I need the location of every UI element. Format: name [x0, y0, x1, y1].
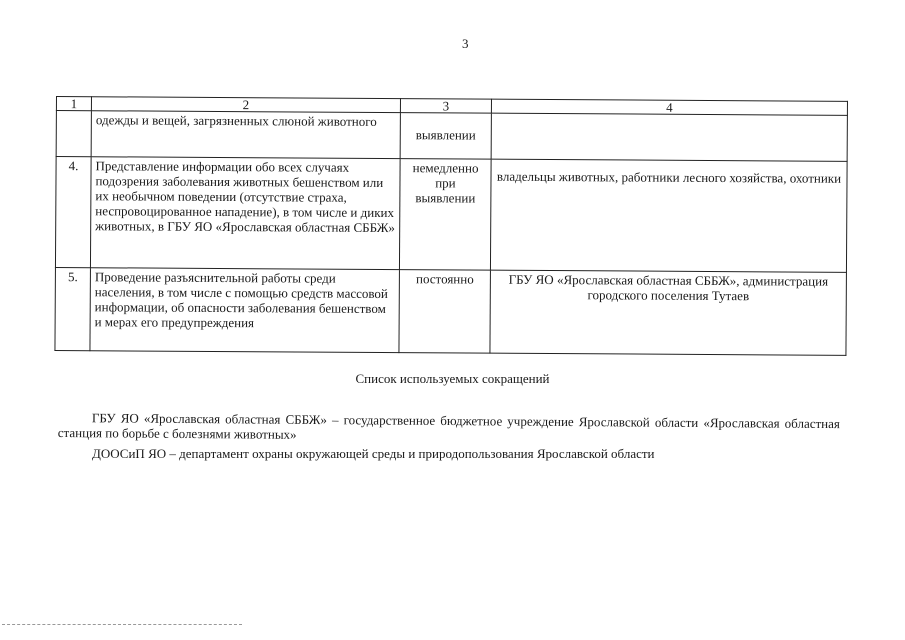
measures-table — [54, 96, 848, 356]
row-action: Представление информации обо всех случаях подозрения заболевания животных бешенством или их необычном поведении (отсутствие страха, неспровоцированное нападение), в том числе и диких животных, в ГБУ ЯО «Ярославская областная СББЖ» — [90, 157, 400, 270]
page-number: 3 — [462, 36, 469, 51]
row-number — [56, 111, 91, 157]
row-responsible: ГБУ ЯО «Ярославская областная СББЖ», администрация городского поселения Тутаев — [490, 270, 847, 355]
scan-artifact-line — [2, 622, 242, 625]
abbreviation-item: ГБУ ЯО «Ярославская областная СББЖ» – государственное бюджетное учреждение Ярославской области «Ярославская областная станция по борьбе с болезнями животных» — [57, 410, 840, 442]
row-responsible — [491, 113, 847, 161]
row-deadline: немедленно при выявлении — [399, 159, 491, 271]
table-row — [55, 267, 846, 355]
header-col-2: 2 — [91, 97, 400, 113]
row-number: 4. — [55, 157, 91, 268]
abbreviations-title: Список используемых сокращений — [355, 371, 550, 386]
header-col-3: 3 — [400, 99, 491, 114]
row-deadline: выявлении — [400, 113, 491, 160]
row-responsible: владельцы животных, работники лесного хозяйства, охотники — [490, 159, 847, 272]
abbreviation-item: ДООСиП ЯО – департамент охраны окружающей среды и природопользования Ярославской области — [92, 446, 655, 461]
row-number: 5. — [55, 267, 91, 350]
row-action: одежды и вещей, загрязненных слюной животного — [91, 111, 400, 159]
table-row — [55, 157, 847, 273]
header-col-4: 4 — [491, 99, 847, 115]
row-deadline: постоянно — [399, 270, 491, 354]
table-row — [56, 111, 847, 162]
row-action: Проведение разъяснительной работы среди населения, в том числе с помощью средств массовой информации, об опасности заболевания бешенством и мерах его предупреждения — [90, 268, 400, 353]
header-col-1: 1 — [56, 97, 91, 111]
